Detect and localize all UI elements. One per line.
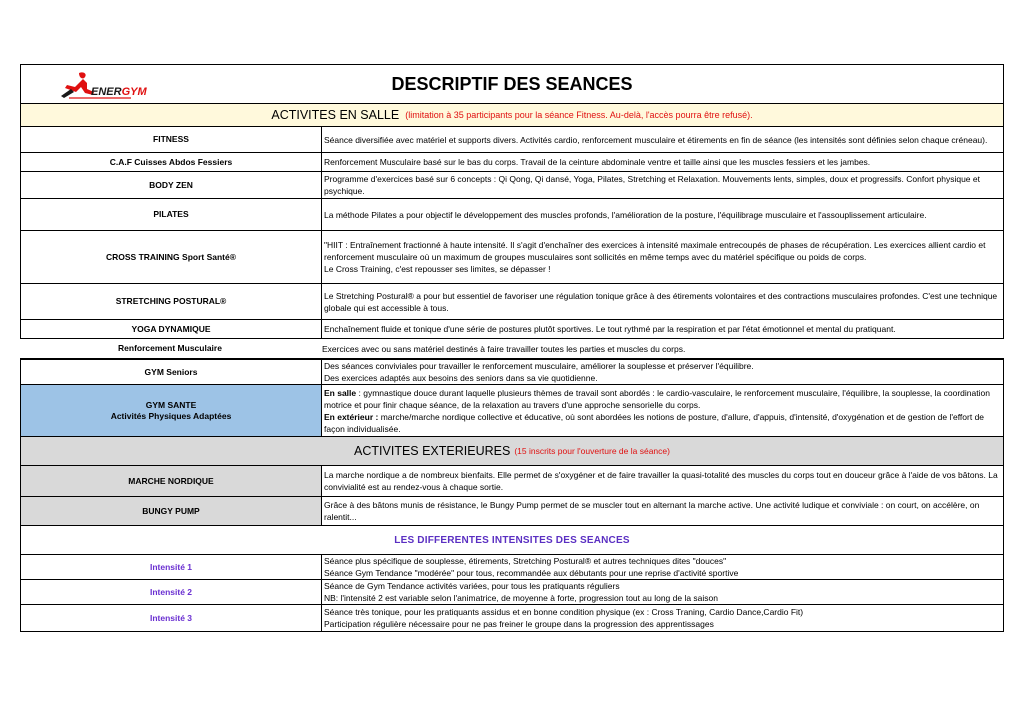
activity-label: PILATES	[21, 199, 322, 230]
energym-logo	[21, 65, 147, 103]
intensity-row	[20, 555, 1004, 580]
activity-row	[20, 199, 1004, 231]
activity-label: BODY ZEN	[21, 172, 322, 198]
activity-label: GYM Seniors	[21, 360, 322, 384]
section-band-intensites	[20, 526, 1004, 555]
activity-row	[20, 127, 1004, 153]
activity-row	[20, 320, 1004, 339]
section-note: (15 inscrits pour l'ouverture de la séance)	[514, 446, 670, 456]
activity-description: La méthode Pilates a pour objectif le développement des muscles profonds, l'amélioration de la posture, l'équilibrage musculaire et l'assouplissement articulaire.	[324, 209, 927, 220]
activity-description: Le Stretching Postural® a pour but essentiel de favoriser une régulation tonique grâce à des étirements volontaires et des contractions musculaires profondes. C'est une technique globale qui est accessible à tous.	[324, 290, 998, 313]
section-title: ACTIVITES EN SALLE	[271, 108, 400, 122]
intensity-row	[20, 605, 1004, 632]
page-title: DESCRIPTIF DES SEANCES	[391, 73, 633, 94]
section-title: ACTIVITES EXTERIEURES	[354, 444, 511, 458]
activity-row	[20, 497, 1004, 526]
activity-row-gym-sante	[20, 385, 1004, 437]
intensity-description: Séance très tonique, pour les pratiquants assidus et en bonne condition physique (ex : Cross Traning, Cardio Dance,Cardio Fit) Participation régulière nécessaire pour ne pas freiner le groupe dans la progression des apprentissages	[324, 607, 804, 629]
activity-description	[322, 385, 1003, 436]
activity-label: FITNESS	[21, 127, 322, 152]
activity-row	[20, 284, 1004, 320]
activity-row	[20, 339, 1004, 359]
activity-label: CROSS TRAINING Sport Santé®	[21, 231, 322, 283]
section-note: (limitation à 35 participants pour la séance Fitness. Au-delà, l'accès pourra être refusé).	[405, 110, 753, 120]
intensity-description: Séance plus spécifique de souplesse, étirements, Stretching Postural® et autres techniques dites "douces" Séance Gym Tendance "modérée" pour tous, recommandée aux débutants pour une reprise d'activité sportive	[324, 556, 739, 578]
activity-row	[20, 153, 1004, 172]
activity-description: Grâce à des bâtons munis de résistance, le Bungy Pump permet de se muscler tout en alternant la marche active. Une activité ludique et conviviale : on court, on accélère, on ralentit...	[324, 500, 980, 522]
activity-row	[20, 359, 1004, 385]
title-row	[20, 64, 1004, 104]
activity-label: BUNGY PUMP	[21, 497, 322, 525]
activity-description: Des séances conviviales pour travailler le renforcement musculaire, améliorer la souplesse et préserver l'équilibre. Des exercices adaptés aux besoins des seniors dans sa vie quotidienne.	[324, 361, 754, 383]
en-exterieur-text: marche/marche nordique collective et éducative, où sont abordées les notions de posture, d'allure, d'appuis, d'intensité, d'oxygénation et de gestion de l'effort de façon individualisée.	[324, 411, 985, 434]
activity-label	[21, 385, 322, 436]
section-band-salle	[20, 104, 1004, 127]
intensity-row	[20, 580, 1004, 605]
en-salle-text: : gymnastique douce durant laquelle plusieurs thèmes de travail sont abordés : le cardio-vasculaire, le renforcement musculaire, l'équilibre, la souplesse, la coordination motrice et pour finir chaque séance, de la relaxation au travers d'une approche sensorielle du corps.	[324, 387, 990, 410]
section-band-exterieures	[20, 437, 1004, 466]
activity-label-line2: Activités Physiques Adaptées	[110, 410, 232, 421]
activity-label: YOGA DYNAMIQUE	[21, 320, 322, 338]
activity-description: "HIIT : Entraînement fractionné à haute intensité. Il s'agit d'enchaîner des exercices à intensité maximale entrecoupés de phases de récupération. Les exercices allient cardio et renforcement musculaire où un maximum de groupes musculaires sont sollicités en même temps avec du matériel spécifique ou poids de corps. Le Cross Training, c'est repousser ses limites, se dépasser !	[324, 240, 986, 274]
svg-text:ENERGYM: ENERGYM	[91, 86, 147, 98]
intensity-description: Séance de Gym Tendance activités variées, pour tous les pratiquants réguliers NB: l'intensité 2 est variable selon l'animatrice, de moyenne à forte, progression tout au long de la saison	[324, 581, 718, 603]
activity-row	[20, 172, 1004, 199]
intensity-label: Intensité 3	[21, 605, 322, 631]
activity-description: Programme d'exercices basé sur 6 concepts : Qi Qong, Qi dansé, Yoga, Pilates, Stretching et Relaxation. Mouvements lents, simples, doux et progressifs. Confort physique et psychique.	[324, 174, 980, 196]
activity-label: Renforcement Musculaire	[118, 343, 222, 353]
en-salle-label: En salle	[324, 387, 357, 398]
activity-description: Renforcement Musculaire basé sur le bas du corps. Travail de la ceinture abdominale ventre et taille ainsi que les muscles fessiers et les jambes.	[324, 157, 871, 167]
activity-row	[20, 466, 1004, 497]
activity-description: Exercices avec ou sans matériel destinés à faire travailler toutes les parties et muscles du corps.	[322, 343, 686, 354]
activity-description: La marche nordique a de nombreux bienfaits. Elle permet de s'oxygéner et de faire travailler la quasi-totalité des muscles du corps tout en douceur grâce à l'aide de vos bâtons. La convivialité est au rendez-vous à chaque sortie.	[324, 470, 998, 492]
en-exterieur-label: En extérieur :	[324, 411, 379, 422]
intensity-label: Intensité 1	[21, 555, 322, 579]
activity-label: C.A.F Cuisses Abdos Fessiers	[21, 153, 322, 171]
activity-description: Séance diversifiée avec matériel et supports divers. Activités cardio, renforcement musculaire et étirements en fin de séance (les intensités sont définies selon chaque créneau).	[324, 134, 988, 145]
activity-row	[20, 231, 1004, 284]
intensity-label: Intensité 2	[21, 580, 322, 604]
program-sheet	[20, 64, 1004, 632]
activity-description: Enchaînement fluide et tonique d'une série de postures plutôt sportives. Le tout rythmé par la respiration et par l'état émotionnel et mental du pratiquant.	[324, 324, 896, 334]
activity-label-line1: GYM SANTE	[145, 399, 197, 410]
section-title: LES DIFFERENTES INTENSITES DES SEANCES	[394, 534, 630, 546]
runner-icon	[21, 65, 147, 105]
activity-label: MARCHE NORDIQUE	[21, 466, 322, 496]
activity-label: STRETCHING POSTURAL®	[21, 284, 322, 319]
